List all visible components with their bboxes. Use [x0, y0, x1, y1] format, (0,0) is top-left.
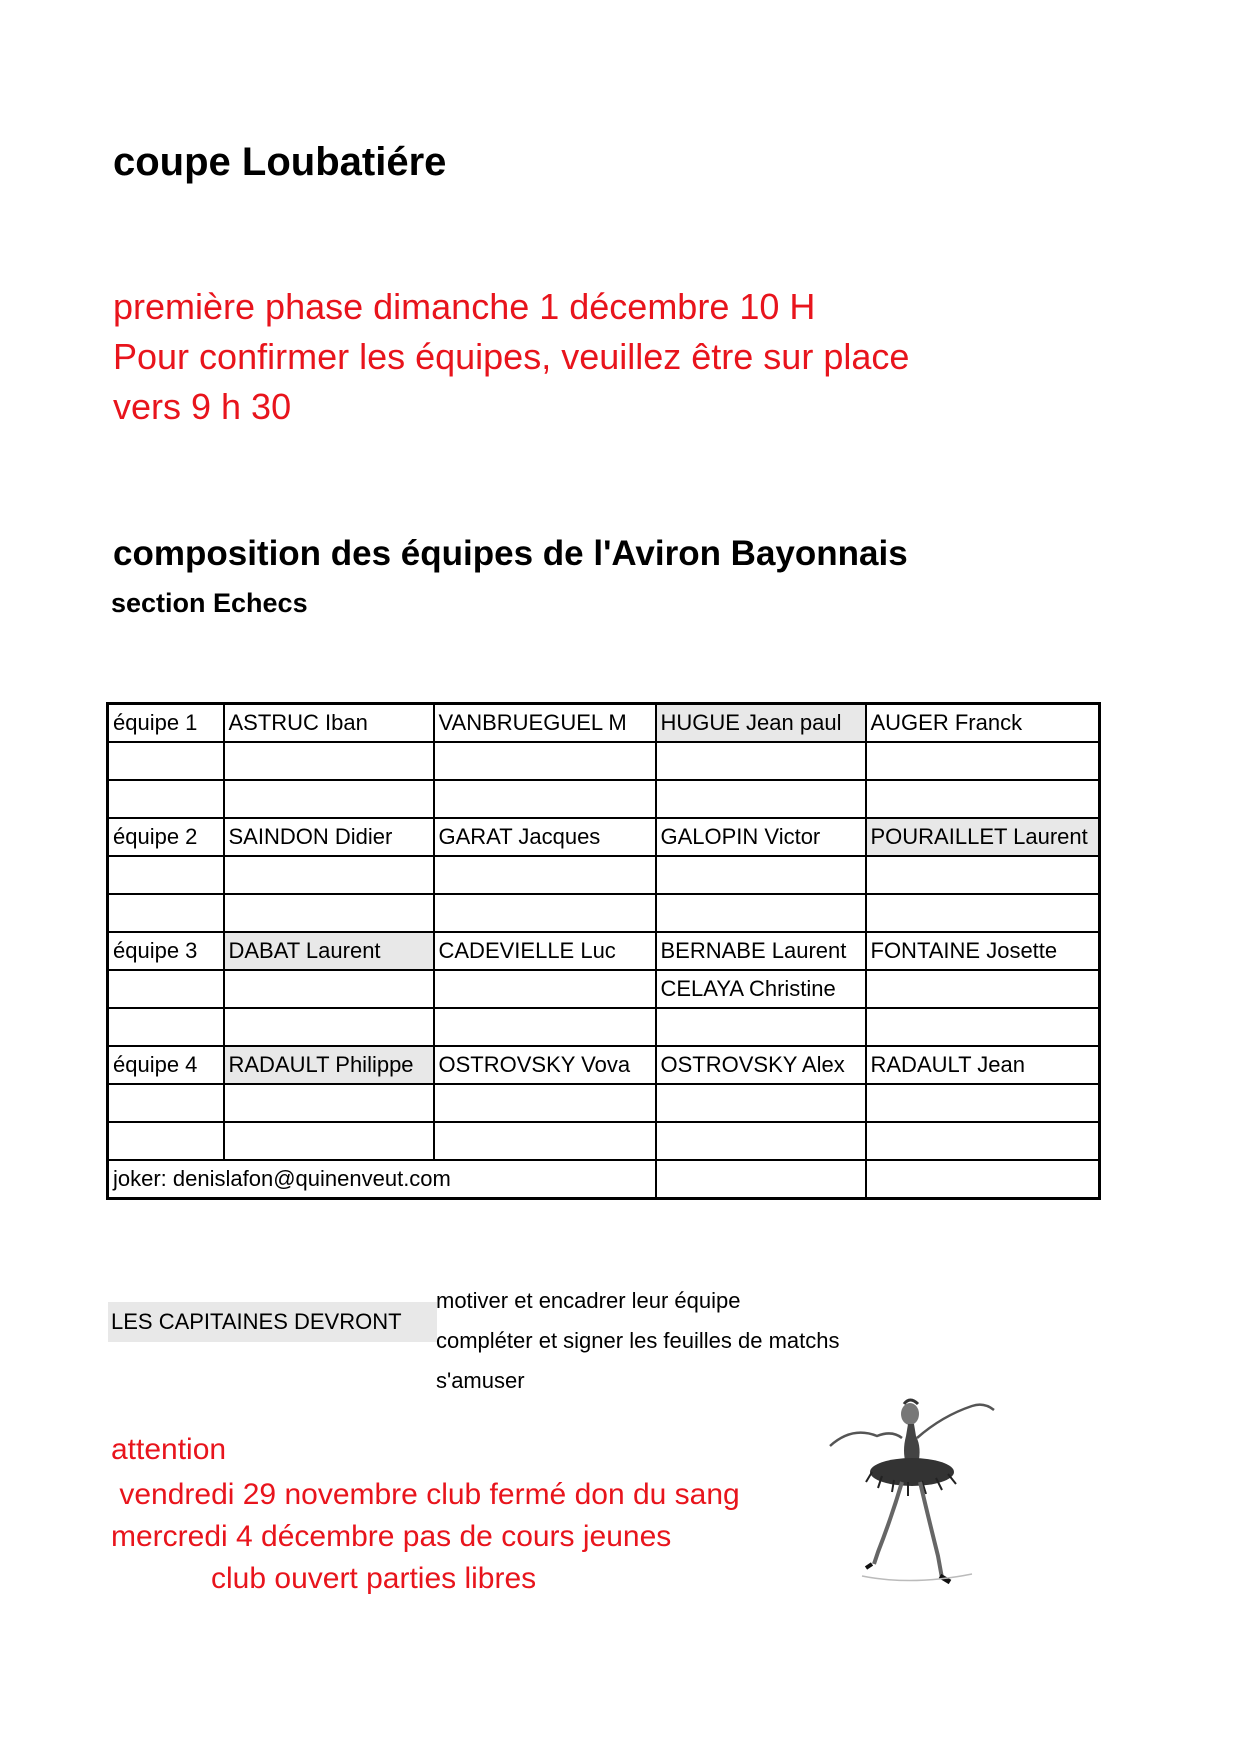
attention-heading: attention — [111, 1433, 227, 1466]
team-label: équipe 1 — [108, 704, 224, 743]
table-row — [108, 1122, 1100, 1160]
table-row — [108, 970, 1100, 1008]
table-cell — [656, 894, 866, 932]
team-member: CELAYA Christine — [656, 970, 866, 1008]
table-cell — [866, 856, 1100, 894]
table-cell — [108, 1122, 224, 1160]
table-cell — [866, 1008, 1100, 1046]
team-label: équipe 4 — [108, 1046, 224, 1084]
attention-notice — [111, 1430, 740, 1600]
team-member: OSTROVSKY Alex — [656, 1046, 866, 1084]
table-cell — [224, 742, 434, 780]
team-label: équipe 2 — [108, 818, 224, 856]
table-cell — [108, 1008, 224, 1046]
team-member-captain: RADAULT Philippe — [224, 1046, 434, 1084]
table-cell — [434, 1122, 656, 1160]
team-member: FONTAINE Josette — [866, 932, 1100, 970]
table-cell — [434, 1084, 656, 1122]
team-member: RADAULT Jean — [866, 1046, 1100, 1084]
phase-info — [113, 282, 909, 432]
teams-table — [106, 702, 1101, 1200]
phase-line-time: vers 9 h 30 — [113, 386, 292, 427]
table-cell — [224, 856, 434, 894]
phase-line-confirm: Pour confirmer les équipes, veuillez être sur place — [113, 336, 910, 377]
table-row — [108, 1046, 1100, 1084]
table-cell — [656, 780, 866, 818]
team-member-captain: HUGUE Jean paul — [656, 704, 866, 743]
table-row-joker — [108, 1160, 1100, 1199]
table-cell — [434, 742, 656, 780]
table-row — [108, 818, 1100, 856]
joker-email: joker: denislafon@quinenveut.com — [108, 1160, 656, 1199]
team-label: équipe 3 — [108, 932, 224, 970]
table-cell — [866, 894, 1100, 932]
team-member: AUGER Franck — [866, 704, 1100, 743]
table-cell — [224, 1122, 434, 1160]
table-row — [108, 1084, 1100, 1122]
table-cell — [434, 970, 656, 1008]
table-cell — [866, 780, 1100, 818]
table-cell — [434, 780, 656, 818]
attention-line-friday: vendredi 29 novembre club fermé don du sang — [111, 1478, 740, 1511]
team-member: GALOPIN Victor — [656, 818, 866, 856]
table-cell — [108, 970, 224, 1008]
table-cell — [434, 856, 656, 894]
captains-duty-fun: s'amuser — [436, 1368, 525, 1393]
table-cell — [866, 742, 1100, 780]
team-member: GARAT Jacques — [434, 818, 656, 856]
table-row — [108, 704, 1100, 743]
phase-line-date: première phase dimanche 1 décembre 10 H — [113, 286, 816, 327]
team-member-captain: DABAT Laurent — [224, 932, 434, 970]
team-member: ASTRUC Iban — [224, 704, 434, 743]
ballerina-sketch-icon — [822, 1386, 1002, 1586]
captains-duties — [436, 1281, 840, 1401]
table-cell — [656, 1160, 866, 1199]
team-member: CADEVIELLE Luc — [434, 932, 656, 970]
table-cell — [656, 1084, 866, 1122]
attention-line-open: club ouvert parties libres — [111, 1562, 537, 1595]
table-cell — [108, 856, 224, 894]
table-cell — [434, 1008, 656, 1046]
team-member: VANBRUEGUEL M — [434, 704, 656, 743]
attention-line-wednesday: mercredi 4 décembre pas de cours jeunes — [111, 1520, 672, 1553]
page-title: coupe Loubatiére — [113, 140, 447, 184]
table-row — [108, 742, 1100, 780]
table-row — [108, 1008, 1100, 1046]
table-cell — [224, 1084, 434, 1122]
table-cell — [656, 1122, 866, 1160]
composition-subtitle: section Echecs — [111, 588, 308, 618]
composition-title: composition des équipes de l'Aviron Bayonnais — [113, 534, 908, 573]
table-cell — [108, 742, 224, 780]
table-cell — [108, 780, 224, 818]
table-row — [108, 780, 1100, 818]
table-row — [108, 932, 1100, 970]
table-cell — [656, 1008, 866, 1046]
table-cell — [108, 1084, 224, 1122]
table-cell — [656, 742, 866, 780]
table-cell — [224, 1008, 434, 1046]
table-cell — [108, 894, 224, 932]
table-row — [108, 856, 1100, 894]
table-cell — [866, 1084, 1100, 1122]
captains-label: LES CAPITAINES DEVRONT — [108, 1302, 437, 1342]
table-cell — [866, 1122, 1100, 1160]
table-cell — [224, 780, 434, 818]
table-cell — [866, 970, 1100, 1008]
captains-duty-motivate: motiver et encadrer leur équipe — [436, 1288, 741, 1313]
team-member: BERNABE Laurent — [656, 932, 866, 970]
table-cell — [656, 856, 866, 894]
team-member-captain: POURAILLET Laurent — [866, 818, 1100, 856]
table-cell — [224, 970, 434, 1008]
table-cell — [224, 894, 434, 932]
captains-duty-sign: compléter et signer les feuilles de matchs — [436, 1328, 840, 1353]
team-member: SAINDON Didier — [224, 818, 434, 856]
table-cell — [866, 1160, 1100, 1199]
table-cell — [434, 894, 656, 932]
team-member: OSTROVSKY Vova — [434, 1046, 656, 1084]
table-row — [108, 894, 1100, 932]
